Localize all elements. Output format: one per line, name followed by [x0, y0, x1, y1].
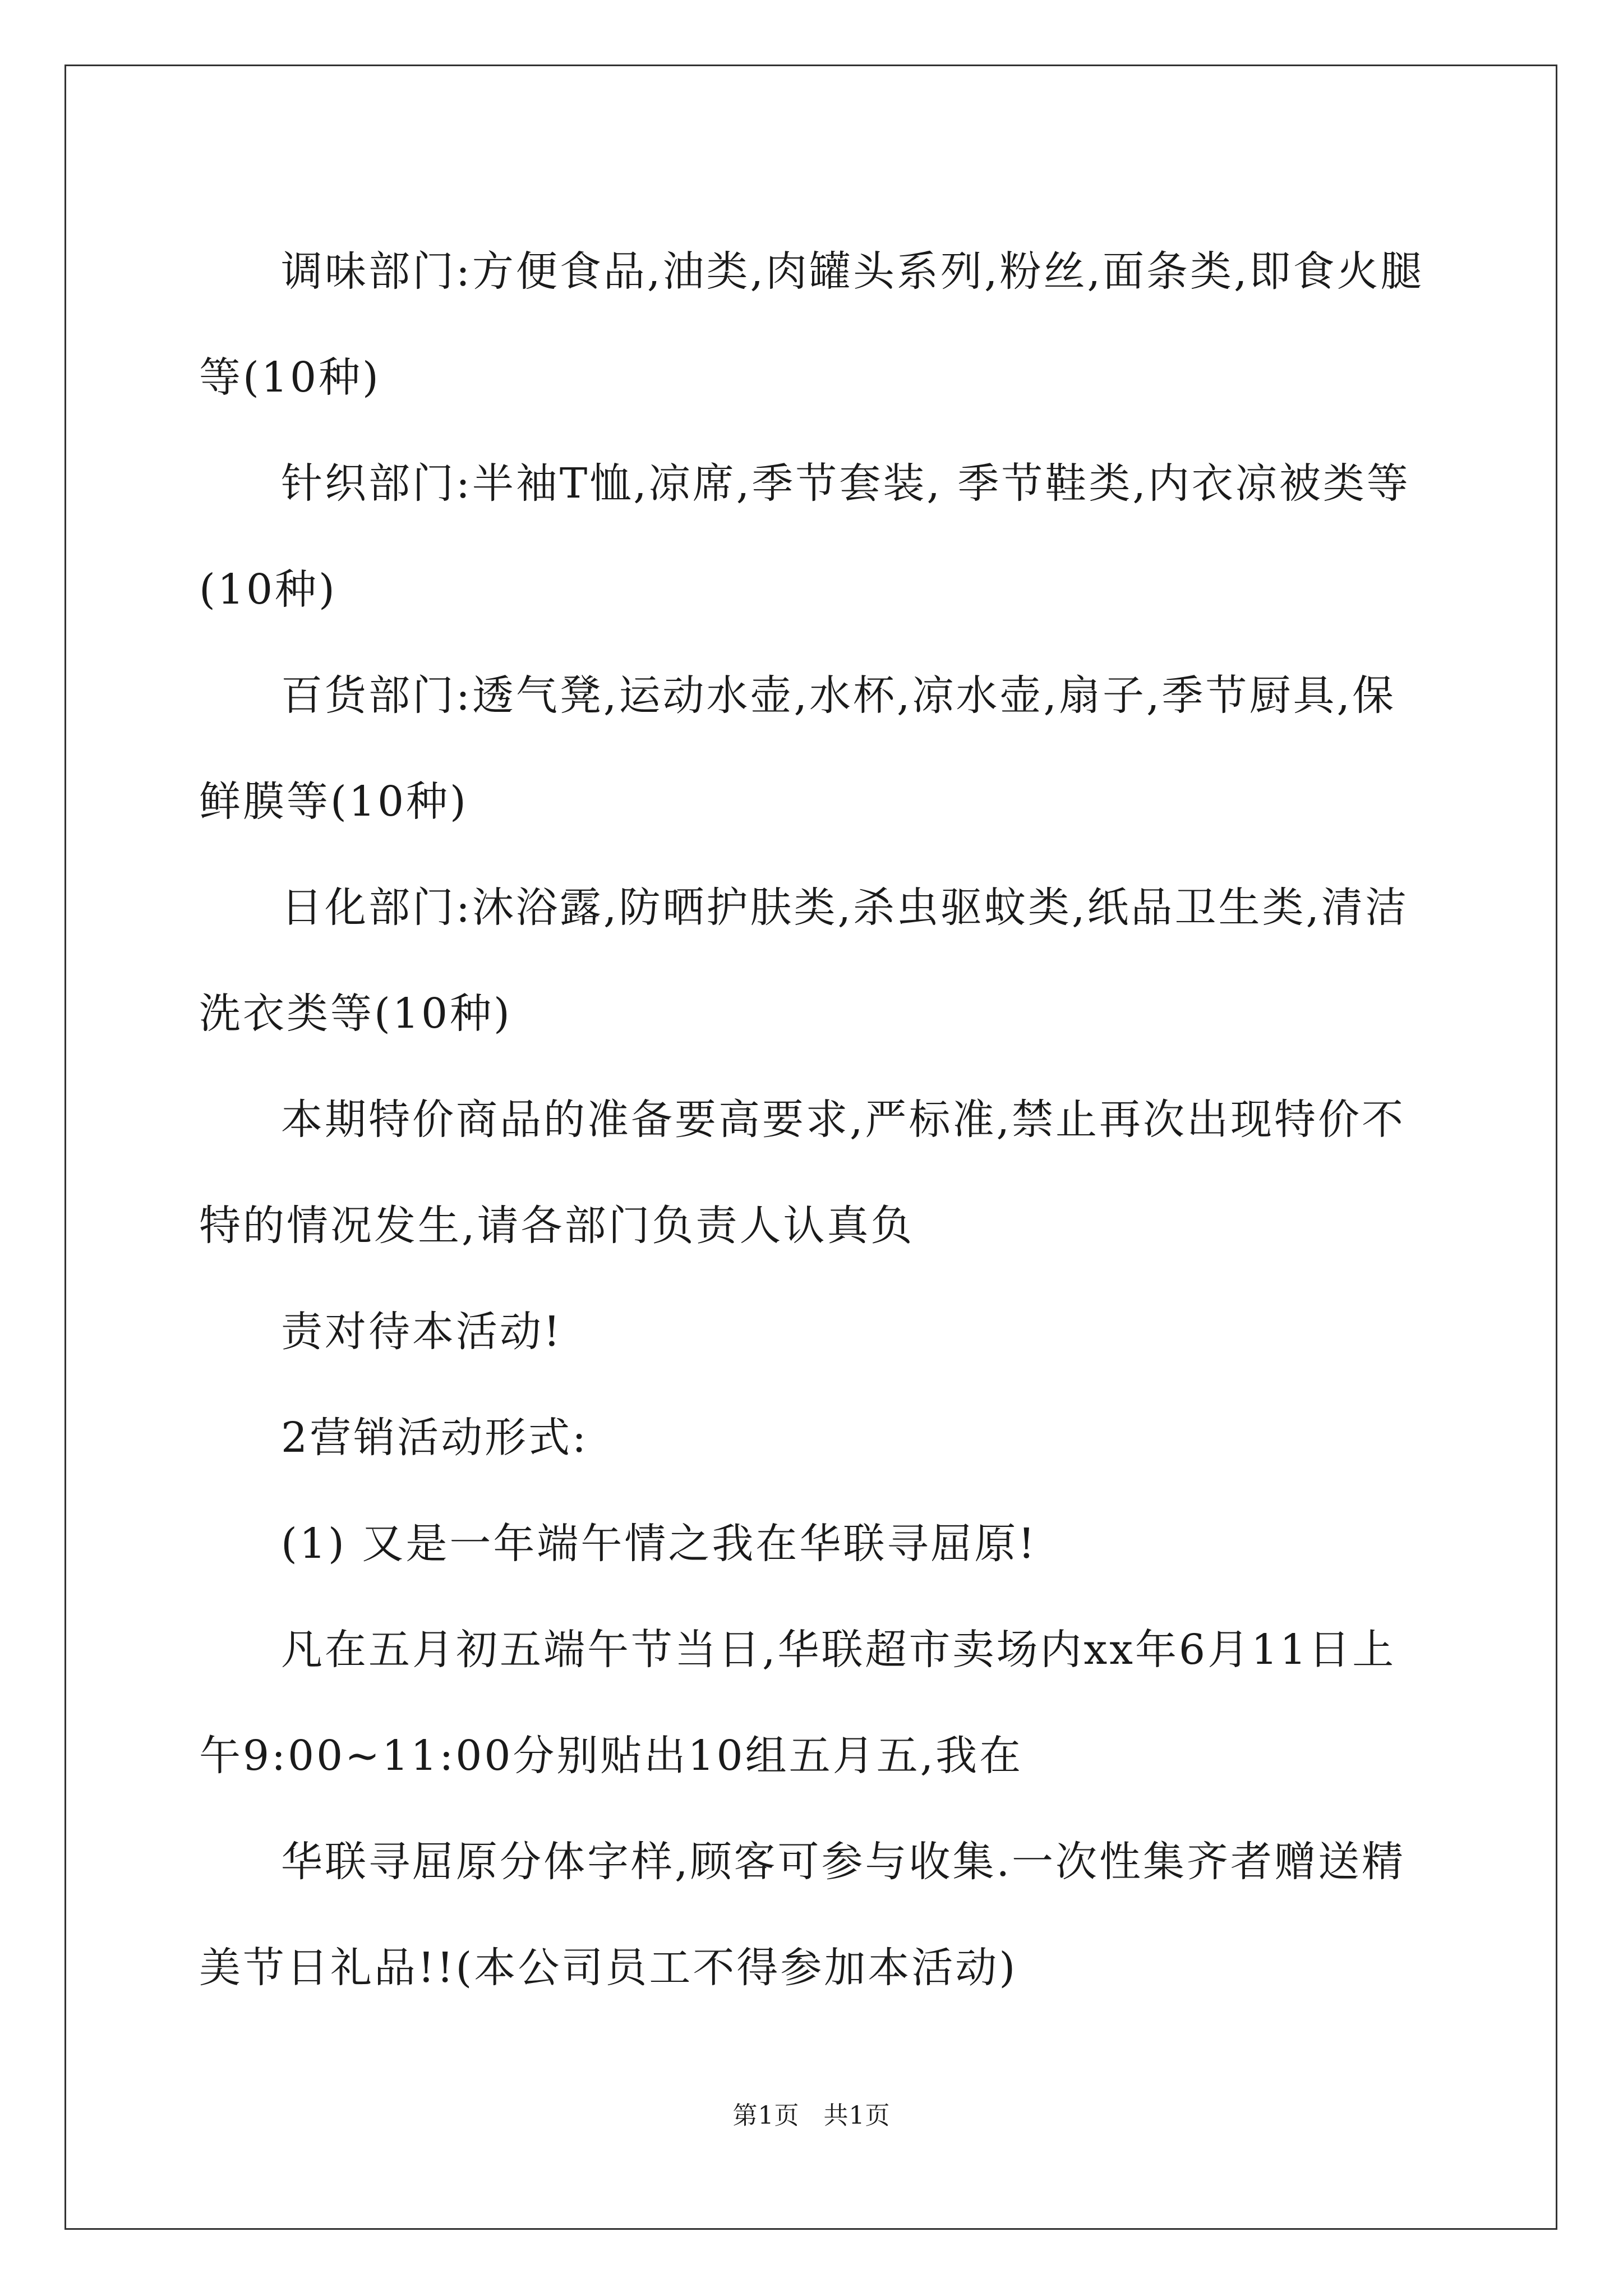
paragraph-responsibility: 责对待本活动! [281, 1308, 562, 1356]
page-footer [0, 2095, 1623, 2131]
paragraph-general-goods-dept: 百货部门:透气凳,运动水壶,水杯,凉水壶,扇子,季节厨具,保鲜膜等(10种) [199, 671, 1396, 826]
paragraph-daily-chemicals-dept: 日化部门:沐浴露,防晒护肤类,杀虫驱蚊类,纸品卫生类,清洁洗衣类等(10种) [199, 884, 1409, 1038]
paragraph-activity-time: 凡在五月初五端午节当日,华联超市卖场内xx年6月11日上午9:00~11:00分别贴出10组五月五,我在 [199, 1626, 1396, 1780]
page-number-current: 第1页 [732, 2101, 800, 2130]
document-body [199, 219, 1427, 2021]
activity-item-1-title: (1) 又是一年端午情之我在华联寻屈原! [281, 1520, 1038, 1568]
paragraph-special-price-requirement: 本期特价商品的准备要高要求,严标准,禁止再次出现特价不特的情况发生,请各部门负责人认真负 [199, 1096, 1406, 1250]
section-heading-marketing-form: 2营销活动形式: [281, 1414, 589, 1462]
paragraph-activity-rules: 华联寻屈原分体字样,顾客可参与收集.一次性集齐者赠送精美节日礼品!!(本公司员工不得参加本活动) [199, 1838, 1406, 1992]
paragraph-knitwear-dept: 针织部门:半袖T恤,凉席,季节套装, 季节鞋类,内衣凉被类等(10种) [199, 459, 1410, 614]
paragraph-seasoning-dept: 调味部门:方便食品,油类,肉罐头系列,粉丝,面条类,即食火腿等(10种) [199, 247, 1424, 402]
page-number-total: 共1页 [823, 2101, 891, 2130]
